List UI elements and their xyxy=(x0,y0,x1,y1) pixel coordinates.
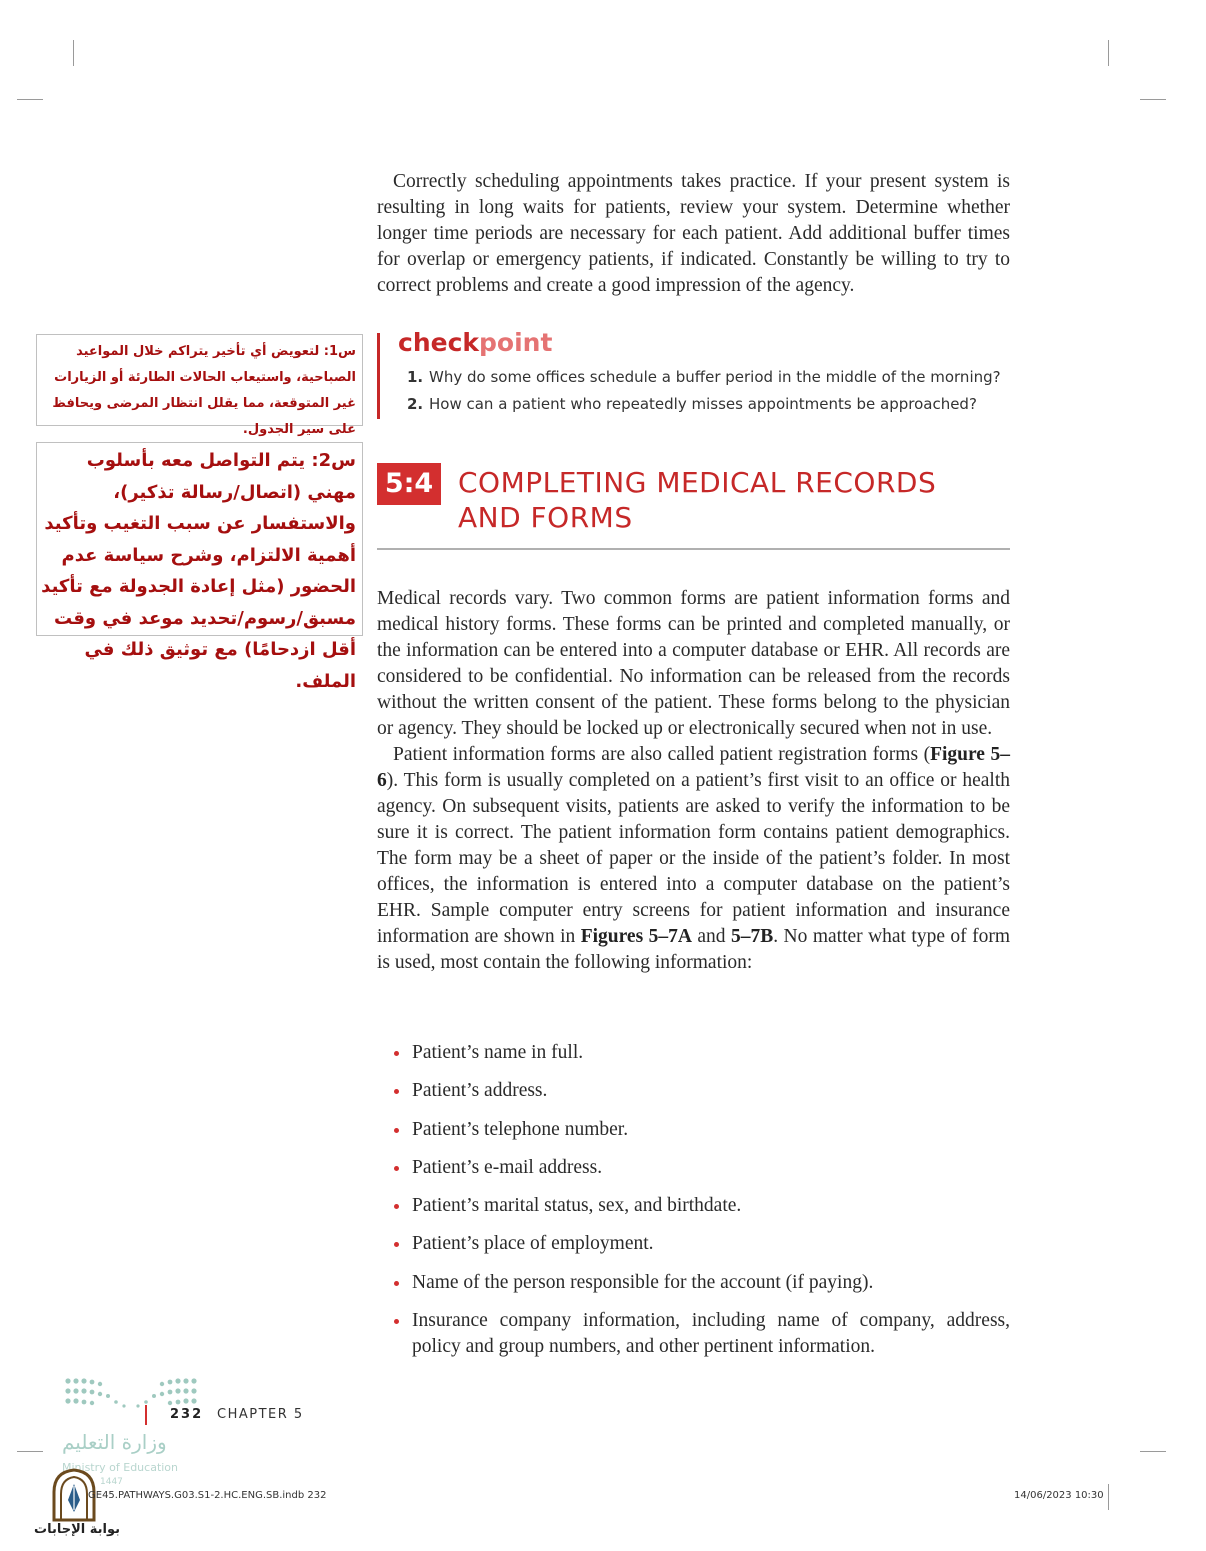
answer-box-1: س1: لتعويض أي تأخير يتراكم خلال المواعيد الصباحية، واستيعاب الحالات الطارئة أو الزيارات غير المتوقعة، مما يقلل انتظار المرضى ويحافظ على سير الجدول. xyxy=(36,334,363,426)
list-item: Patient’s place of employment. xyxy=(377,1231,1010,1257)
text-run: ). This form is usually completed on a patient’s first visit to an office or health agency. On subsequent visits, patients are asked to verify the information to be sure it is correct. The patient information form contains patient demographics. The form may be a sheet of paper or the inside of the patient’s folder. In most offices, the information is entered into a computer database on the patient’s EHR. Sample computer entry screens for patient information and insurance information are shown in xyxy=(377,770,1010,947)
crop-mark xyxy=(1140,99,1166,100)
checkpoint-title-point: point xyxy=(479,328,553,357)
question-number: 2. xyxy=(407,395,424,413)
text-run: Patient information forms are also called patient registration forms ( xyxy=(393,744,931,765)
checkpoint-title-check: check xyxy=(398,328,480,357)
section-title-line2: AND FORMS xyxy=(458,501,633,534)
section-divider xyxy=(377,548,1010,550)
chapter-label: CHAPTER 5 xyxy=(217,1407,304,1422)
answer-box-2: س2: يتم التواصل معه بأسلوب مهني (اتصال/رسالة تذكير)، والاستفسار عن سبب التغيب وتأكيد أهمية الالتزام، وشرح سياسة عدم الحضور (مثل إعادة الجدولة مع تأكيد مسبق/رسوم/تحديد موعد في وقت أقل ازدحامًا) مع توثيق ذلك في الملف. xyxy=(36,442,363,636)
print-slug-file: GE45.PATHWAYS.G03.S1-2.HC.ENG.SB.indb 232 xyxy=(88,1490,327,1501)
checkpoint-question xyxy=(407,393,1001,420)
section-title-line1: COMPLETING MEDICAL RECORDS xyxy=(458,466,937,499)
section-title xyxy=(458,465,1018,535)
question-text: Why do some offices schedule a buffer period in the middle of the morning? xyxy=(429,368,1001,386)
checkpoint-title xyxy=(398,328,552,357)
ministry-year: 1447 xyxy=(100,1477,123,1487)
portal-name: بوابة الإجابات xyxy=(34,1522,120,1537)
body-paragraph-2 xyxy=(377,742,1010,976)
list-item: Insurance company information, including name of company, address, policy and group numbers, and other pertinent information. xyxy=(377,1308,1010,1360)
text-run: and xyxy=(691,926,731,947)
list-item: Name of the person responsible for the account (if paying). xyxy=(377,1270,1010,1296)
question-text: How can a patient who repeatedly misses appointments be approached? xyxy=(429,395,977,413)
checkpoint-questions xyxy=(407,366,1001,420)
page-number: 232 xyxy=(170,1407,204,1422)
body-section xyxy=(377,586,1010,976)
crop-mark xyxy=(1140,1451,1166,1452)
text-run: . No matter what type of form is used, most contain the following information: xyxy=(377,926,1011,973)
crop-mark xyxy=(17,1451,43,1452)
ministry-name-english: Ministry of Education xyxy=(62,1461,179,1474)
intro-section xyxy=(377,169,1010,299)
list-item: Patient’s name in full. xyxy=(377,1040,1010,1066)
list-item: Patient’s address. xyxy=(377,1078,1010,1104)
figure-ref: Figures 5–7A xyxy=(580,926,692,947)
list-item: Patient’s marital status, sex, and birthdate. xyxy=(377,1193,1010,1219)
list-item: Patient’s telephone number. xyxy=(377,1117,1010,1143)
section-number-badge: 5:4 xyxy=(377,463,441,505)
info-bullet-list xyxy=(377,1040,1010,1372)
crop-mark xyxy=(17,99,43,100)
checkpoint-bar xyxy=(377,333,380,419)
figure-ref: 5–7B xyxy=(730,926,774,947)
list-item: Patient’s e-mail address. xyxy=(377,1155,1010,1181)
crop-mark xyxy=(1108,1484,1109,1510)
figure-ref: Figure 5–6 xyxy=(377,744,1010,791)
print-slug-date: 14/06/2023 10:30 xyxy=(1014,1490,1104,1501)
body-paragraph-1: Medical records vary. Two common forms are patient information forms and medical history forms. These forms can be printed and completed manually, or the information can be entered into a computer database or EHR. All records are considered to be confidential. No information can be released from the records without the written consent of the patient. These forms belong to the physician or agency. They should be locked up or electronically secured when not in use. xyxy=(377,588,1010,739)
ministry-name-arabic: وزارة التعليم xyxy=(62,1430,167,1454)
folio-bar xyxy=(145,1405,147,1425)
checkpoint-question xyxy=(407,366,1001,393)
crop-mark xyxy=(1108,40,1109,66)
crop-mark xyxy=(73,40,74,66)
intro-paragraph: Correctly scheduling appointments takes practice. If your present system is resulting in long waits for patients, review your system. Determine whether longer time periods are necessary for each patient. Add additional buffer times for overlap or emergency patients, if indicated. Constantly be willing to try to correct problems and create a good impression of the agency. xyxy=(377,171,1010,296)
question-number: 1. xyxy=(407,368,424,386)
